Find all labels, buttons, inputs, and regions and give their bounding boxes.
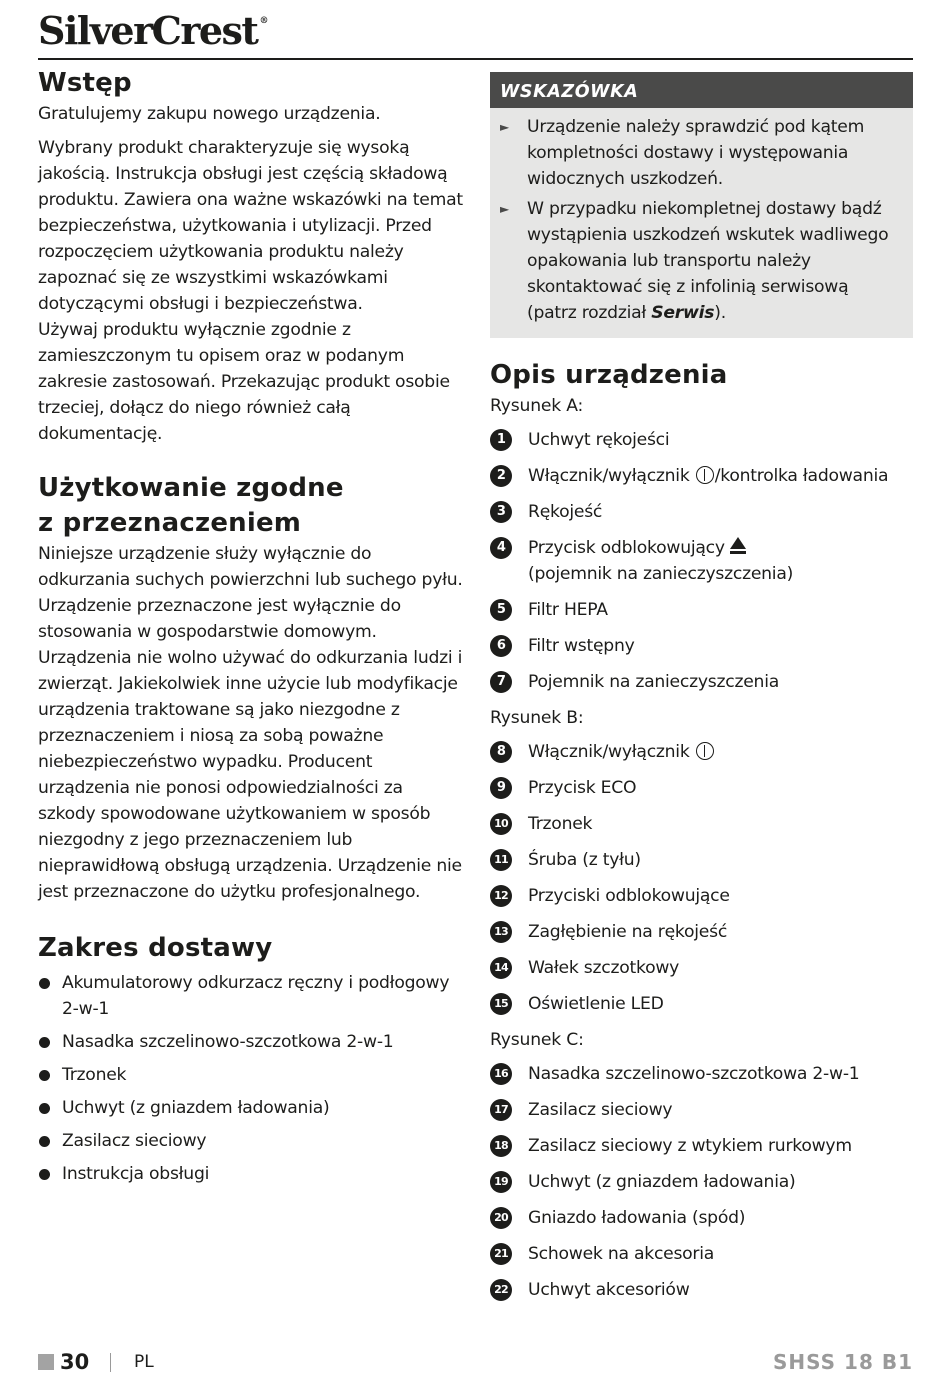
note-box: [490, 72, 913, 338]
number-badge: 5: [490, 599, 512, 621]
eject-icon: [729, 536, 747, 556]
list-item: 4 Przycisk odblokowujący (pojemnik na zanieczyszczenia): [490, 535, 913, 587]
number-badge: 4: [490, 537, 512, 559]
list-item: Nasadka szczelinowo-szczotkowa 2-w-1: [38, 1029, 464, 1055]
number-badge: 22: [490, 1279, 512, 1301]
section-title-intro: Wstęp: [38, 68, 132, 98]
number-badge: 1: [490, 429, 512, 451]
section-title-delivery: Zakres dostawy: [38, 933, 273, 963]
note-heading: WSKAZÓWKA: [490, 72, 913, 108]
intro-paragraph-3: Używaj produktu wyłącznie zgodnie z zamieszczonym tu opisem oraz w podanym zakresie zastosowań. Przekazując produkt osobie trzeciej, dołącz do niego również całą dokumentację.: [38, 320, 450, 444]
number-badge: 14: [490, 957, 512, 979]
list-item: 21 Schowek na akcesoria: [490, 1241, 913, 1267]
right-column: [490, 66, 913, 1313]
list-item: 9 Przycisk ECO: [490, 775, 913, 801]
list-item: 11 Śruba (z tyłu): [490, 847, 913, 873]
header-rule: [38, 58, 913, 60]
list-item: 15 Oświetlenie LED: [490, 991, 913, 1017]
parts-list-b: [490, 739, 913, 1017]
parts-list-c: [490, 1061, 913, 1303]
left-column: [38, 66, 464, 1194]
list-item: 14 Wałek szczotkowy: [490, 955, 913, 981]
number-badge: 15: [490, 993, 512, 1015]
number-badge: 20: [490, 1207, 512, 1229]
list-item: 18 Zasilacz sieciowy z wtykiem rurkowym: [490, 1133, 913, 1159]
language-code: PL: [134, 1352, 154, 1372]
list-item: 22 Uchwyt akcesoriów: [490, 1277, 913, 1303]
list-item: 10 Trzonek: [490, 811, 913, 837]
delivery-list: [38, 970, 464, 1187]
footer-marker: [38, 1354, 54, 1370]
list-item: 7 Pojemnik na zanieczyszczenia: [490, 669, 913, 695]
intro-paragraph-1: Gratulujemy zakupu nowego urządzenia.: [38, 104, 381, 124]
intended-use-paragraph: Niniejsze urządzenie służy wyłącznie do odkurzania suchych powierzchni lub suchego pyłu. Urządzenie przeznaczone jest wyłącznie do stosowania w gospodarstwie domowym. Urządzenia nie wolno używać do odkurzania ludzi i zwierząt. Jakiekolwiek inne użycie lub modyfikacje urządzenia traktowane są jako niezgodne z przeznaczeniem i niosą za sobą poważne niebezpieczeństwo wypadku. Producent urządzenia nie ponosi odpowiedzialności za szkody spowodowane użytkowaniem w sposób niezgodny z jego przeznaczeniem lub nieprawidłową obsługą urządzenia. Urządzenie nie jest przeznaczone do użytku profesjonalnego.: [38, 544, 463, 902]
note-item: ► Urządzenie należy sprawdzić pod kątem kompletności dostawy i występowania widocznych uszkodzeń.: [500, 114, 903, 192]
figure-c-label: Rysunek C:: [490, 1030, 584, 1050]
number-badge: 3: [490, 501, 512, 523]
list-item: Akumulatorowy odkurzacz ręczny i podłogowy 2-w-1: [38, 970, 464, 1022]
list-item: 5 Filtr HEPA: [490, 597, 913, 623]
list-item: 13 Zagłębienie na rękojeść: [490, 919, 913, 945]
number-badge: 19: [490, 1171, 512, 1193]
section-title-description: Opis urządzenia: [490, 360, 728, 390]
list-item: 12 Przyciski odblokowujące: [490, 883, 913, 909]
page-number: 30: [60, 1350, 90, 1374]
power-icon: [696, 742, 714, 760]
arrow-icon: ►: [500, 202, 509, 216]
number-badge: 6: [490, 635, 512, 657]
list-item: 8 Włącznik/wyłącznik: [490, 739, 913, 765]
number-badge: 12: [490, 885, 512, 907]
number-badge: 7: [490, 671, 512, 693]
list-item: 1 Uchwyt rękojeści: [490, 427, 913, 453]
brand-logo: SilverCrest ®: [38, 8, 269, 53]
parts-list-a: [490, 427, 913, 695]
list-item: 20 Gniazdo ładowania (spód): [490, 1205, 913, 1231]
service-reference: Serwis: [651, 303, 715, 323]
number-badge: 8: [490, 741, 512, 763]
number-badge: 17: [490, 1099, 512, 1121]
number-badge: 16: [490, 1063, 512, 1085]
section-title-intended-use: Użytkowanie zgodne z przeznaczeniem: [38, 473, 344, 538]
list-item: 19 Uchwyt (z gniazdem ładowania): [490, 1169, 913, 1195]
list-item: 2 Włącznik/wyłącznik /kontrolka ładowania: [490, 463, 913, 489]
page-footer: [38, 1346, 913, 1376]
page-header: [38, 6, 913, 60]
figure-b-label: Rysunek B:: [490, 708, 584, 728]
list-item: 3 Rękojeść: [490, 499, 913, 525]
number-badge: 21: [490, 1243, 512, 1265]
list-item: Zasilacz sieciowy: [38, 1128, 464, 1154]
number-badge: 11: [490, 849, 512, 871]
note-item: ► W przypadku niekompletnej dostawy bądź wystąpienia uszkodzeń wskutek wadliwego opakowania lub transportu należy skontaktować się z infolinią serwisową (patrz rozdział Serwis).: [500, 196, 903, 326]
list-item: Instrukcja obsługi: [38, 1161, 464, 1187]
list-item: 6 Filtr wstępny: [490, 633, 913, 659]
model-number: SHSS 18 B1: [773, 1350, 913, 1374]
list-item: Trzonek: [38, 1062, 464, 1088]
number-badge: 9: [490, 777, 512, 799]
number-badge: 13: [490, 921, 512, 943]
arrow-icon: ►: [500, 120, 509, 134]
power-icon: [696, 466, 714, 484]
footer-separator: [110, 1353, 111, 1372]
list-item: Uchwyt (z gniazdem ładowania): [38, 1095, 464, 1121]
number-badge: 18: [490, 1135, 512, 1157]
figure-a-label: Rysunek A:: [490, 396, 584, 416]
intro-paragraph-2: Wybrany produkt charakteryzuje się wysoką jakością. Instrukcja obsługi jest częścią składową produktu. Zawiera ona ważne wskazówki na temat bezpieczeństwa, użytkowania i utylizacji. Przed rozpoczęciem użytkowania produktu należy zapoznać się ze wszystkimi wskazówkami dotyczącymi obsługi i bezpieczeństwa.: [38, 138, 463, 314]
number-badge: 10: [490, 813, 512, 835]
list-item: 16 Nasadka szczelinowo-szczotkowa 2-w-1: [490, 1061, 913, 1087]
list-item: 17 Zasilacz sieciowy: [490, 1097, 913, 1123]
number-badge: 2: [490, 465, 512, 487]
